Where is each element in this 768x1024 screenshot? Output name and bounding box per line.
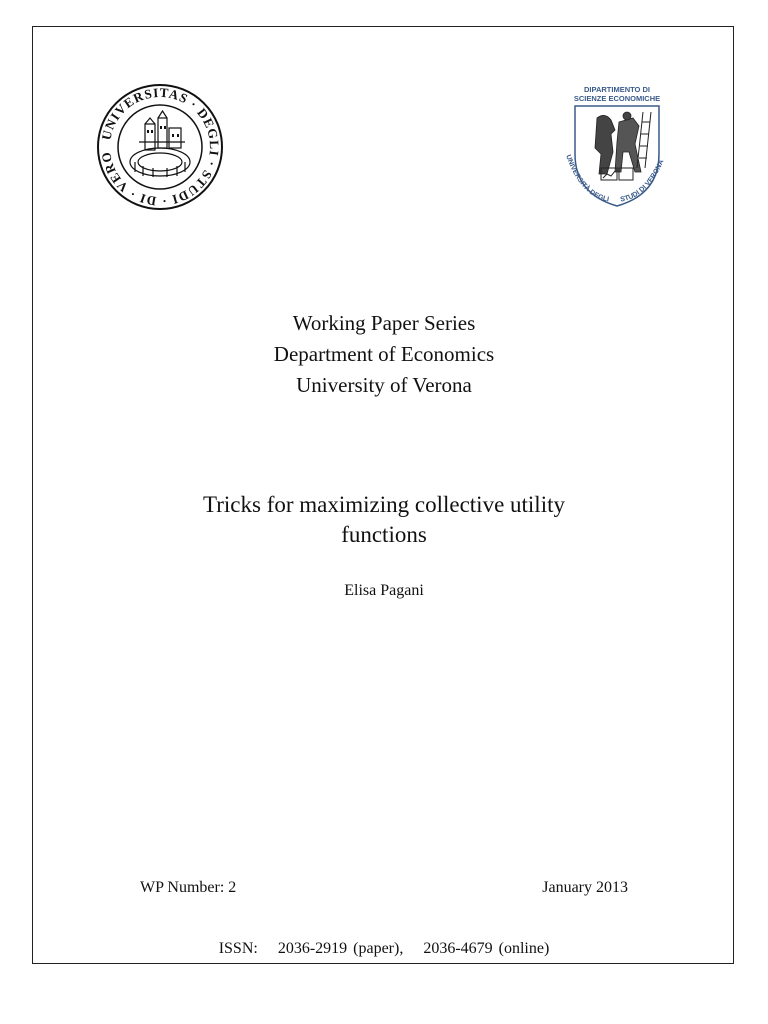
shield-arc-left: UNIVERSITÀ DEGLI (564, 153, 610, 204)
issn-paper: 2036-2919 (paper), (277, 940, 404, 957)
seal-ring-text: UNIVERSITAS · DEGLI · STUDI · DI · VERO (98, 84, 223, 210)
university-of-verona-seal-icon (95, 82, 225, 212)
department-name: Department of Economics (273, 342, 495, 366)
shield-header-line1: DIPARTIMENTO DI (584, 85, 650, 94)
department-economics-shield-icon (555, 82, 675, 212)
issn-line (0, 940, 768, 958)
series-title: Working Paper Series (292, 311, 476, 335)
publication-date: January 2013 (542, 879, 628, 896)
svg-text:STUDI DI VERONA (620, 159, 666, 204)
issn-online: 2036-4679 (online) (423, 940, 550, 957)
author-name: Elisa Pagani (344, 582, 424, 599)
paper-title-line2: functions (341, 522, 427, 547)
shield-arc-right: STUDI DI VERONA (619, 158, 666, 204)
series-block (0, 308, 768, 401)
university-name: University of Verona (296, 373, 472, 397)
paper-title (0, 490, 768, 550)
wp-number: WP Number: 2 (140, 879, 237, 896)
shield-header-line2: SCIENZE ECONOMICHE (573, 94, 661, 103)
paper-title-line1: Tricks for maximizing collective utility (203, 492, 565, 517)
issn-label: ISSN: (218, 940, 258, 957)
